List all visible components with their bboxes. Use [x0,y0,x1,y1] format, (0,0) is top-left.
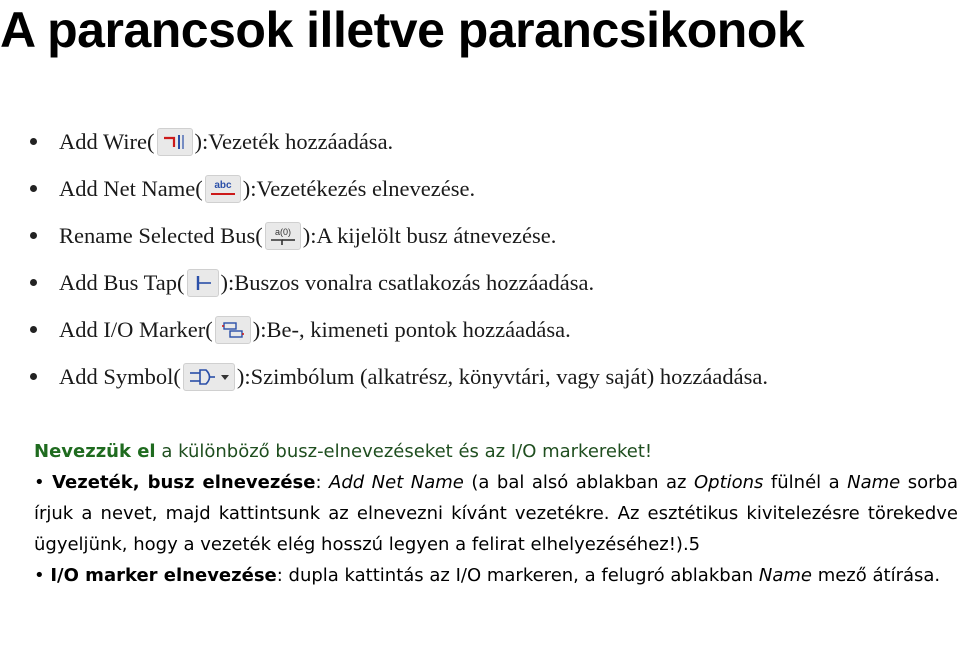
svg-text:a(0): a(0) [274,226,291,237]
bullet-dot [30,138,37,145]
io-marker-paragraph: • I/O marker elnevezése: dupla kattintás az I/O markeren, a felugró ablakban Name mező átírása. [34,565,941,586]
bullet-dot [30,373,37,380]
svg-text:abc: abc [214,179,232,191]
command-name: Add I/O Marker [59,316,206,342]
command-item-add-net-name: Add Net Name ( abc ): Vezetékezés elnevezése. [30,165,930,212]
chevron-down-icon[interactable] [221,375,229,380]
command-item-add-io-marker: Add I/O Marker ( ): Be-, kimeneti pontok hozzáadása. [30,306,930,353]
bullet-dot [30,232,37,239]
command-description: Be-, kimeneti pontok hozzáadása. [266,316,571,342]
intro-paragraph: Nevezzük el a különböző busz-elnevezéseket és az I/O markereket! [34,441,653,462]
command-item-rename-selected-bus: Rename Selected Bus ( a(0) ): A kijelölt busz átnevezése. [30,212,930,259]
command-description: Vezetékezés elnevezése. [256,175,476,201]
add-bus-tap-icon[interactable] [187,269,219,297]
rename-bus-icon[interactable] [265,222,301,250]
command-name: Add Bus Tap [59,269,178,295]
command-description: Buszos vonalra csatlakozás hozzáadása. [234,269,595,295]
command-name: Add Symbol [59,363,174,389]
command-name: Add Net Name [59,175,196,201]
command-item-add-bus-tap: Add Bus Tap ( ): Buszos vonalra csatlakozás hozzáadása. [30,259,930,306]
command-item-add-symbol: Add Symbol ( ): Szimbólum (alkatrész, könyvtári, vagy saját) hozzáadása. [30,353,930,400]
add-symbol-icon[interactable] [183,363,235,391]
command-name: Add Wire [59,128,148,154]
instructions-text [34,436,958,591]
add-wire-icon[interactable] [157,128,193,156]
bullet-dot [30,279,37,286]
command-item-add-wire: Add Wire ( ): Vezeték hozzáadása. [30,118,930,165]
command-description: Vezeték hozzáadása. [208,128,394,154]
add-net-name-icon[interactable] [205,175,241,203]
net-name-paragraph: • Vezeték, busz elnevezése: Add Net Name (a bal alsó ablakban az Options fülnél a Name sorba írjuk a nevet, majd kattintsunk az elnevezni kívánt vezetékre. Az esztétikus kivitelezésre törekedve ügyeljünk, hogy a vezeték elég hosszú legyen a felirat elhelyezéséhez!).5 [34,472,958,555]
page-title: A parancsok illetve parancsikonok [0,2,805,58]
command-description: A kijelölt busz átnevezése. [316,222,557,248]
add-io-marker-icon[interactable] [215,316,251,344]
bullet-dot [30,326,37,333]
command-description: Szimbólum (alkatrész, könyvtári, vagy saját) hozzáadása. [250,363,768,389]
command-list [30,118,930,400]
bullet-dot [30,185,37,192]
command-name: Rename Selected Bus [59,222,256,248]
